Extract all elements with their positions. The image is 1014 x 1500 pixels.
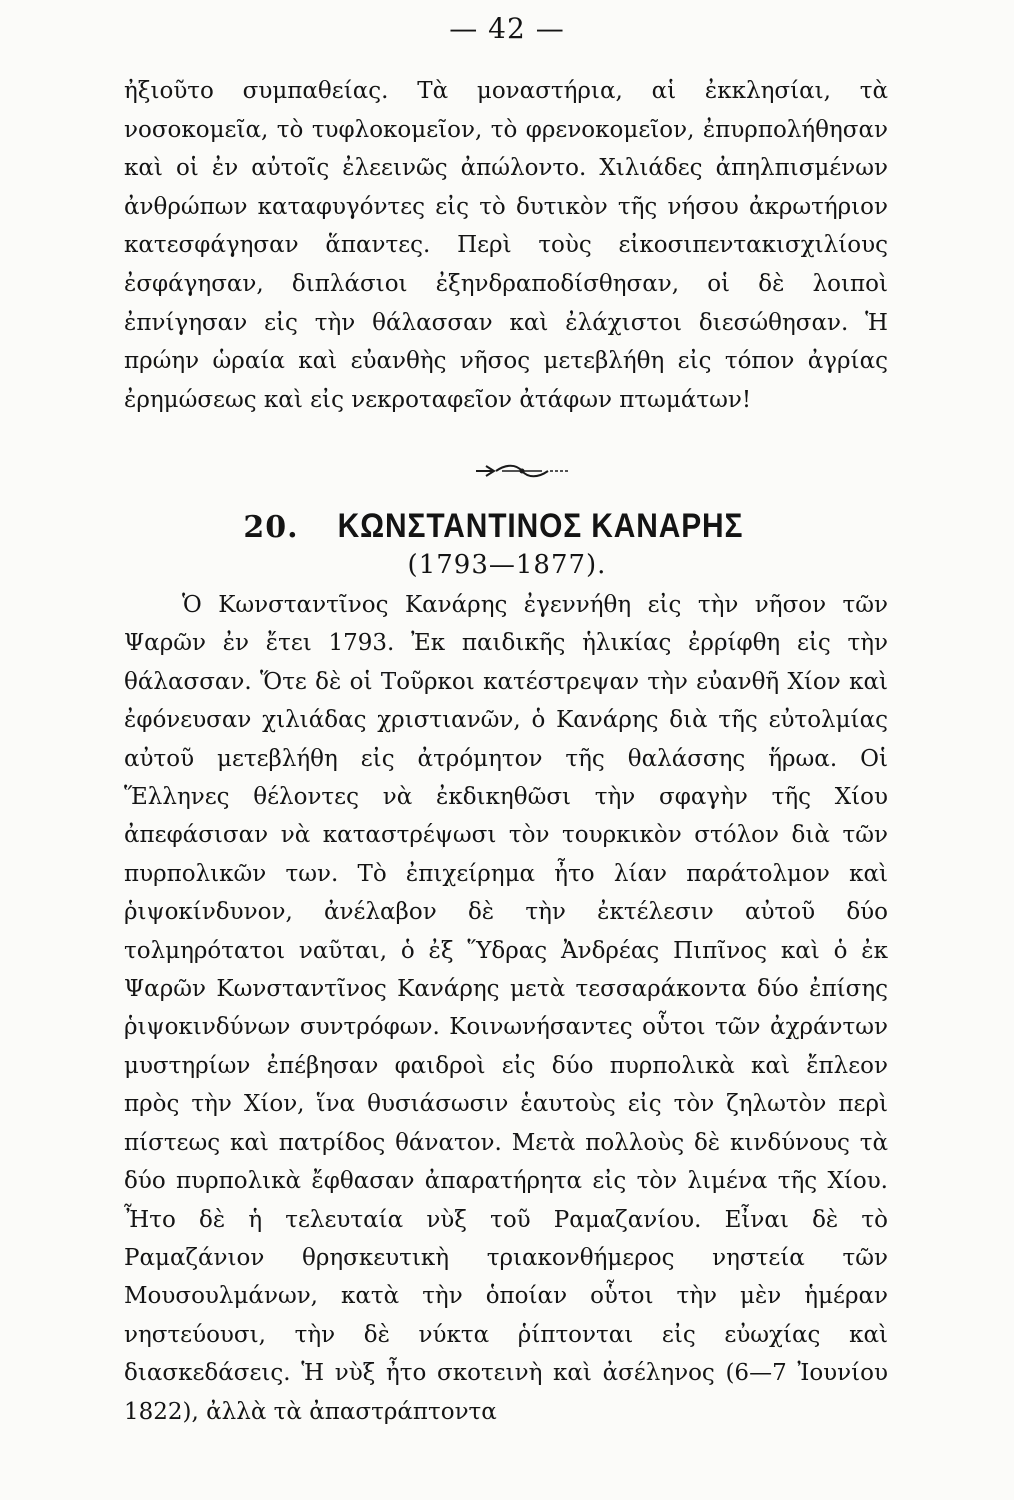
section-heading <box>0 507 1014 546</box>
top-paragraph: ἠξιοῦτο συμπαθείας. Τὰ μοναστήρια, αἱ ἐκκλησίαι, τὰ νοσοκομεῖα, τὸ τυφλοκομεῖον, τὸ φρενοκομεῖον, ἐπυρπολήθησαν καὶ οἱ ἐν αὐτοῖς ἐλεεινῶς ἀπώλοντο. Χιλιάδες ἀπηλπισμένων ἀνθρώπων καταφυγόντες εἰς τὸ δυτικὸν τῆς νήσου ἀκρωτήριον κατεσφάγησαν ἅπαντες. Περὶ τοὺς εἰκοσιπεντακισχιλίους ἐσφάγησαν, διπλάσιοι ἐξηνδραποδίσθησαν, οἱ δὲ λοιποὶ ἐπνίγησαν εἰς τὴν θάλασσαν καὶ ἐλάχιστοι διεσώθησαν. Ἡ πρώην ὡραία καὶ εὐανθὴς νῆσος μετεβλήθη εἰς τόπον ἀγρίας ἐρημώσεως καὶ εἰς νεκροταφεῖον ἀτάφων πτωμάτων! <box>124 78 888 413</box>
ornament-divider-icon <box>472 460 572 482</box>
page-number: — 42 — <box>449 12 565 45</box>
section-number: 20. <box>243 510 299 545</box>
top-text-block <box>124 72 888 419</box>
main-paragraph: Ὁ Κωνσταντῖνος Κανάρης ἐγεννήθη εἰς τὴν νῆσον τῶν Ψαρῶν ἐν ἔτει 1793. Ἐκ παιδικῆς ἡλικίας ἐρρίφθη εἰς τὴν θάλασσαν. Ὅτε δὲ οἱ Τοῦρκοι κατέστρεψαν τὴν εὐανθῆ Χίον καὶ ἐφόνευσαν χιλιάδας χριστιανῶν, ὁ Κανάρης διὰ τῆς εὐτολμίας αὐτοῦ μετεβλήθη εἰς ἀτρόμητον τῆς θαλάσσης ἥρωα. Οἱ Ἕλληνες θέλοντες νὰ ἐκδικηθῶσι τὴν σφαγὴν τῆς Χίου ἀπεφάσισαν νὰ καταστρέψωσι τὸν τουρκικὸν στόλον διὰ τῶν πυρπολικῶν των. Τὸ ἐπιχείρημα ἦτο λίαν παράτολμον καὶ ῥιψοκίνδυνον, ἀνέλαβον δὲ τὴν ἐκτέλεσιν αὐτοῦ δύο τολμηρότατοι ναῦται, ὁ ἐξ Ὕδρας Ἀνδρέας Πιπῖνος καὶ ὁ ἐκ Ψαρῶν Κωνσταντῖνος Κανάρης μετὰ τεσσαράκοντα δύο ἐπίσης ῥιψοκινδύνων συντρόφων. Κοινωνήσαντες οὗτοι τῶν ἀχράντων μυστηρίων ἐπέβησαν φαιδροὶ εἰς δύο πυρπολικὰ καὶ ἔπλεον πρὸς τὴν Χίον, ἵνα θυσιάσωσιν ἑαυτοὺς εἰς τὸν ζηλωτὸν περὶ πίστεως καὶ πατρίδος θάνατον. Μετὰ πολλοὺς δὲ κινδύνους τὰ δύο πυρπολικὰ ἔφθασαν ἀπαρατήρητα εἰς τὸν λιμένα τῆς Χίου. Ἦτο δὲ ἡ τελευταία νὺξ τοῦ Ραμαζανίου. Εἶναι δὲ τὸ Ραμαζάνιον θρησκευτικὴ τριακονθήμερος νηστεία τῶν Μουσουλμάνων, κατὰ τὴν ὁποίαν οὗτοι τὴν μὲν ἡμέραν νηστεύουσι, τὴν δὲ νύκτα ῥίπτονται εἰς εὐωχίας καὶ διασκεδάσεις. Ἡ νὺξ ἦτο σκοτεινὴ καὶ ἀσέληνος (6—7 Ἰουνίου 1822), ἀλλὰ τὰ ἀπαστράπτοντα <box>124 592 888 1425</box>
section-title: ΚΩΝΣΤΑΝΤΙΝΟΣ ΚΑΝΑΡΗΣ <box>337 507 744 545</box>
section-dates: (1793—1877). <box>407 550 607 580</box>
main-text-block <box>124 586 888 1431</box>
